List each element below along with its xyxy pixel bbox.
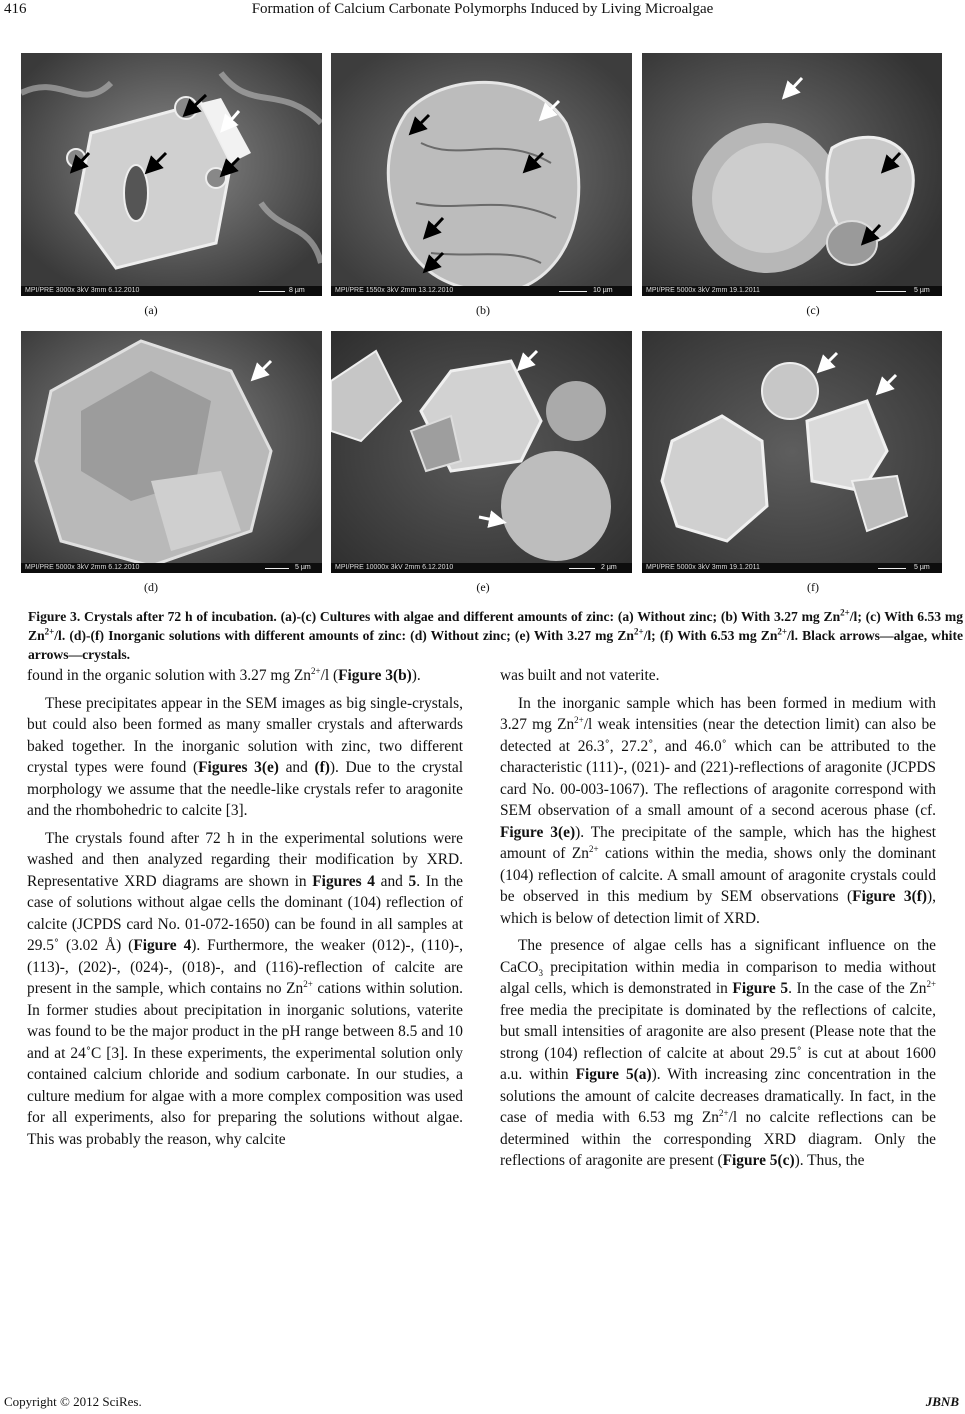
text: /l ( bbox=[320, 667, 339, 684]
superscript: 2+ bbox=[718, 1107, 729, 1118]
paragraph bbox=[27, 828, 463, 1151]
text: free media the precipitate is dominated by the reflections of calcite, but small intensities of aragonite are also present (Please note that the strong (104) reflection of calcite at about 29.5˚ is cut at about 1600 a.u. within bbox=[500, 1001, 936, 1083]
sem-info-text: MPI/PRE 1550x 3kV 2mm 13.12.2010 bbox=[335, 287, 454, 294]
sem-image-f bbox=[642, 331, 942, 573]
sem-image-d bbox=[21, 331, 322, 573]
text: ). The precipitate of the sample, which has the highest amount of Zn bbox=[500, 823, 936, 862]
sem-image-b bbox=[331, 53, 632, 296]
sem-image-c bbox=[642, 53, 942, 296]
caption-text: /l; (f) With 6.53 mg Zn bbox=[643, 628, 778, 643]
text: . In the case of solutions without algae cells the dominant (104) reflection of calcite (JCPDS card No. 01-072-1650) can be found in all samples at 29.5˚ (3.02 Å) ( bbox=[27, 872, 463, 954]
sem-a-graphic bbox=[21, 53, 322, 296]
panel-label-e: (e) bbox=[476, 580, 490, 594]
figure-reference: Figure 3(f) bbox=[852, 888, 927, 905]
figure-reference: Figure 5(c) bbox=[722, 1152, 795, 1169]
panel-label-b: (b) bbox=[476, 303, 490, 317]
sem-info-text: MPI/PRE 5000x 3kV 2mm 19.1.2011 bbox=[646, 287, 760, 294]
scale-label: 5 µm bbox=[295, 564, 311, 571]
text: ). Furthermore, the weaker (012)-, (110)-, (113)-, (202)-, (024)-, (018)-, and (116)-reflection of calcite are present in the sample, which contains no Zn bbox=[27, 937, 463, 997]
scale-bar bbox=[878, 568, 906, 570]
text: precipitation within media in comparison to media without algal cells, which is demonstrated in bbox=[500, 958, 936, 997]
figure-reference: Figure 4 bbox=[133, 937, 192, 954]
superscript: 2+ bbox=[926, 978, 937, 989]
figure-reference: Figure 3(b) bbox=[338, 667, 412, 684]
sem-e-graphic bbox=[331, 331, 632, 573]
sem-image-a bbox=[21, 53, 322, 296]
caption-sup: 2+ bbox=[44, 626, 55, 637]
scale-label: 8 µm bbox=[289, 287, 305, 294]
caption-text: /l. (d)-(f) Inorganic solutions with different amounts of zinc: (d) Without zinc; (e) With 3.27 mg Zn bbox=[54, 628, 634, 643]
sem-d-graphic bbox=[21, 331, 322, 573]
scale-label: 5 µm bbox=[914, 287, 930, 294]
scale-bar bbox=[259, 291, 285, 293]
text: ). With increasing zinc concentration in the solutions the amount of calcite decreases dramatically. In fact, in the case of media with 6.53 mg Zn bbox=[500, 1066, 936, 1126]
scale-bar bbox=[876, 291, 906, 293]
figure-reference: Figures 3(e) bbox=[198, 759, 279, 776]
paragraph bbox=[500, 693, 936, 930]
caption-text: Figure 3. Crystals after 72 h of incubation. (a)-(c) Cultures with algae and different amounts of zinc: (a) Without zinc; (b) With 3.27 mg Zn bbox=[28, 609, 841, 624]
figure-reference: Figures 4 bbox=[312, 872, 375, 890]
scale-label: 10 µm bbox=[593, 287, 613, 294]
subscript: 3 bbox=[538, 967, 543, 978]
text: The presence of algae cells has a significant influence on the CaCO bbox=[500, 937, 936, 976]
text: cations within solution. In former studies about precipitation in inorganic solutions, vaterite was found to be the major product in the pH range between 8.5 and 10 and at 24˚C [3]. In these experiments, the experimental solution only contained calcium chloride and sodium carbonate. In our studies, a culture medium for algae with a more complex composition was used for all experiments, also for preparing the solutions without algae. This was probably the reason, why calcite bbox=[27, 980, 463, 1148]
text: These precipitates appear in the SEM images as big single-crystals, but could also been formed as many smaller crystals and afterwards baked together. In the inorganic solution with zinc, two different crystal types were found ( bbox=[27, 694, 463, 776]
left-column bbox=[27, 665, 463, 1150]
page-header bbox=[0, 0, 965, 30]
figure-reference: Figure 3(e) bbox=[500, 823, 576, 841]
figure-reference: (f) bbox=[314, 759, 330, 776]
superscript: 2+ bbox=[303, 978, 313, 989]
figure-caption bbox=[28, 607, 963, 664]
sem-b-graphic bbox=[331, 53, 632, 296]
superscript: 2+ bbox=[574, 714, 584, 725]
text: . In the case of the Zn bbox=[788, 980, 927, 997]
text: /l no calcite reflections can be determined within the corresponding XRD diagram. Only the reflections of aragonite are present ( bbox=[500, 1109, 936, 1169]
text: and bbox=[278, 759, 315, 776]
text: ). bbox=[411, 667, 421, 684]
figure-reference: Figure 5 bbox=[732, 980, 789, 997]
sem-info-text: MPI/PRE 3000x 3kV 3mm 6.12.2010 bbox=[25, 287, 140, 294]
paragraph bbox=[27, 665, 463, 687]
text: and bbox=[374, 872, 409, 890]
caption-text: /l. Black arrows—algae, white arrows—crystals. bbox=[28, 628, 964, 662]
scale-bar bbox=[559, 291, 587, 293]
sem-c-graphic bbox=[642, 53, 942, 296]
sem-info-text: MPI/PRE 5000x 3kV 2mm 6.12.2010 bbox=[25, 564, 140, 571]
caption-text: /l; (c) With 6.53 mg Zn bbox=[28, 609, 963, 643]
caption-sup: 2+ bbox=[840, 607, 850, 618]
text: ), which is below of detection limit of XRD. bbox=[500, 888, 936, 927]
caption-sup: 2+ bbox=[633, 626, 644, 637]
figure-reference: Figure 5(a) bbox=[575, 1066, 652, 1083]
sem-image-e bbox=[331, 331, 632, 573]
scale-label: 2 µm bbox=[601, 564, 617, 571]
sem-info-text: MPI/PRE 5000x 3kV 3mm 19.1.2011 bbox=[646, 564, 760, 571]
text: The crystals found after 72 h in the experimental solutions were washed and then analyzed regarding their modification by XRD. Representative XRD diagrams are shown in bbox=[27, 829, 463, 890]
scale-label: 5 µm bbox=[914, 564, 930, 571]
figure-reference: 5 bbox=[408, 872, 417, 890]
panel-label-c: (c) bbox=[806, 303, 820, 317]
text: In the inorganic sample which has been formed in medium with 3.27 mg Zn bbox=[500, 694, 936, 733]
caption-sup: 2+ bbox=[777, 626, 788, 637]
superscript: 2+ bbox=[311, 665, 321, 676]
paragraph bbox=[27, 693, 463, 822]
panel-label-d: (d) bbox=[144, 580, 158, 594]
paragraph: was built and not vaterite. bbox=[500, 667, 660, 684]
text: ). Due to the crystal morphology we assume that the needle-like crystals refer to aragonite and the rhombohedric to calcite [3]. bbox=[27, 759, 463, 819]
panel-label-a: (a) bbox=[144, 303, 158, 317]
sem-f-graphic bbox=[642, 331, 942, 573]
right-column bbox=[500, 665, 936, 1172]
text: /l weak intensities (near the detection limit) can also be detected at 26.3˚, 27.2˚, and 46.0˚ which can be attributed to the characteristic (111)-, (021)- and (221)-reflections of aragonite (JCPDS card No. 00-003-1067). The reflections of aragonite correspond with SEM observation of a small amount of a second acerous phase (cf. bbox=[500, 716, 936, 819]
panel-label-f: (f) bbox=[807, 580, 819, 594]
scale-bar bbox=[265, 568, 289, 570]
page-number: 416 bbox=[4, 1, 27, 17]
journal-abbrev: JBNB bbox=[925, 1394, 959, 1409]
scale-bar bbox=[569, 568, 595, 570]
superscript: 2+ bbox=[588, 843, 599, 854]
text: cations within the media, shows only the dominant (104) reflection of calcite. A small amount of aragonite crystals could be observed in this medium by SEM observations ( bbox=[500, 845, 937, 905]
running-title: Formation of Calcium Carbonate Polymorphs Induced by Living Microalgae bbox=[251, 1, 714, 17]
sem-info-text: MPI/PRE 10000x 3kV 2mm 6.12.2010 bbox=[335, 564, 454, 571]
text: ). Thus, the bbox=[794, 1152, 865, 1169]
paragraph bbox=[500, 935, 936, 1172]
text: found in the organic solution with 3.27 mg Zn bbox=[27, 667, 311, 684]
copyright: Copyright © 2012 SciRes. bbox=[4, 1394, 142, 1409]
